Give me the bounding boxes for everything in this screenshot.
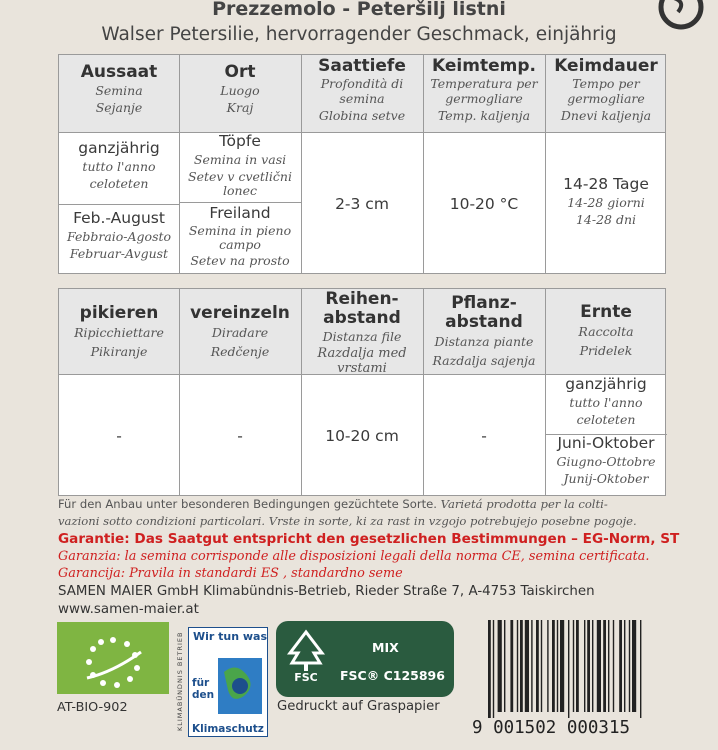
col-aussaat: Aussaat Semina Sejanje xyxy=(80,63,158,115)
company-website: www.samen-maier.at xyxy=(58,602,199,617)
col-ernte: Ernte Raccolta Pridelek xyxy=(578,303,634,358)
eu-organic-logo-icon xyxy=(57,622,169,694)
col-pikieren: pikieren Ripicchiettare Pikiranje xyxy=(74,304,164,359)
pikieren-value: - xyxy=(116,426,122,445)
product-subtitle: Walser Petersilie, hervorragender Geschmack, einjährig xyxy=(101,24,617,45)
barcode-number: 9 001502 000315 xyxy=(472,718,631,738)
keimdauer-value: 14-28 Tage 14-28 giorni 14-28 dni xyxy=(563,175,649,227)
aussaat-feb-august: Feb.-August Febbraio-Agosto Februar-Avgust xyxy=(66,209,172,261)
col-saattiefe: Saattiefe Profondità di semina Globina setve xyxy=(318,57,406,123)
saattiefe-value: 2-3 cm xyxy=(335,194,389,213)
fsc-license-code: FSC® C125896 xyxy=(340,668,445,683)
company-address: SAMEN MAIER GmbH Klimabündnis-Betrieb, Rieder Straße 7, A-4753 Taiskirchen xyxy=(58,584,595,599)
barcode-icon xyxy=(486,620,686,718)
col-ort: Ort Luogo Kraj xyxy=(220,63,260,115)
guarantee-de: Garantie: Das Saatgut entspricht den gesetzlichen Bestimmungen – EG-Norm, ST xyxy=(58,531,680,547)
fsc-tree-icon xyxy=(286,629,326,673)
col-reihenabstand: Reihen- abstand Distanza file Razdalja med vrstami xyxy=(317,290,407,375)
ort-toepfe: Töpfe Semina in vasi Setev v cvetlični lonec xyxy=(188,132,292,197)
guarantee-sl: Garancija: Pravila in standardi ES , standardno seme xyxy=(58,566,403,581)
care-table xyxy=(58,288,666,496)
fsc-logo xyxy=(276,621,454,697)
ernte-juni-oktober: Juni-Oktober Giugno-Ottobre Junij-Oktober xyxy=(556,434,656,486)
variety-note: Für den Anbau unter besonderen Bedingungen gezüchtete Sorte. Varietá prodotta per la colti- vazioni sotto condizioni particolari. Vrste in sorte, ki za rast in vzgojo potrebujejo posebne pogoje. xyxy=(58,497,637,528)
vereinzeln-value: - xyxy=(237,426,243,445)
product-title: Prezzemolo - Peteršilj listni xyxy=(212,0,506,20)
fsc-wordmark: FSC xyxy=(294,671,318,684)
ort-freiland: Freiland Semina in pieno campo Setev na prosto xyxy=(188,204,292,268)
aussaat-ganzjaehrig: ganzjährig tutto l'anno celoteten xyxy=(78,139,160,191)
ernte-ganzjaehrig: ganzjährig tutto l'anno celoteten xyxy=(565,375,647,427)
col-keimdauer: Keimdauer Tempo per germogliare Dnevi kaljenja xyxy=(554,57,658,123)
keimtemp-value: 10-20 °C xyxy=(449,194,519,213)
fsc-mix-label: MIX xyxy=(372,640,399,655)
brand-logo-icon xyxy=(656,0,706,32)
col-vereinzeln: vereinzeln Diradare Redčenje xyxy=(190,304,290,359)
reihenabstand-value: 10-20 cm xyxy=(325,426,399,445)
klimabuendnis-logo: KLIMABÜNDNIS BETRIEB Wir tun was für den Klimaschutz xyxy=(178,622,268,740)
col-keimtemp: Keimtemp. Temperatura per germogliare Temp. kaljenja xyxy=(430,57,538,123)
col-pflanzabstand: Pflanz- abstand Distanza piante Razdalja sajenja xyxy=(432,294,536,368)
pflanzabstand-value: - xyxy=(481,426,487,445)
sowing-table xyxy=(58,54,666,274)
organic-control-code: AT-BIO-902 xyxy=(57,700,128,715)
guarantee-it: Garanzia: la semina corrisponde alle disposizioni legali della norma CE, semina certificata. xyxy=(58,549,650,564)
print-note: Gedruckt auf Graspapier xyxy=(277,699,440,714)
